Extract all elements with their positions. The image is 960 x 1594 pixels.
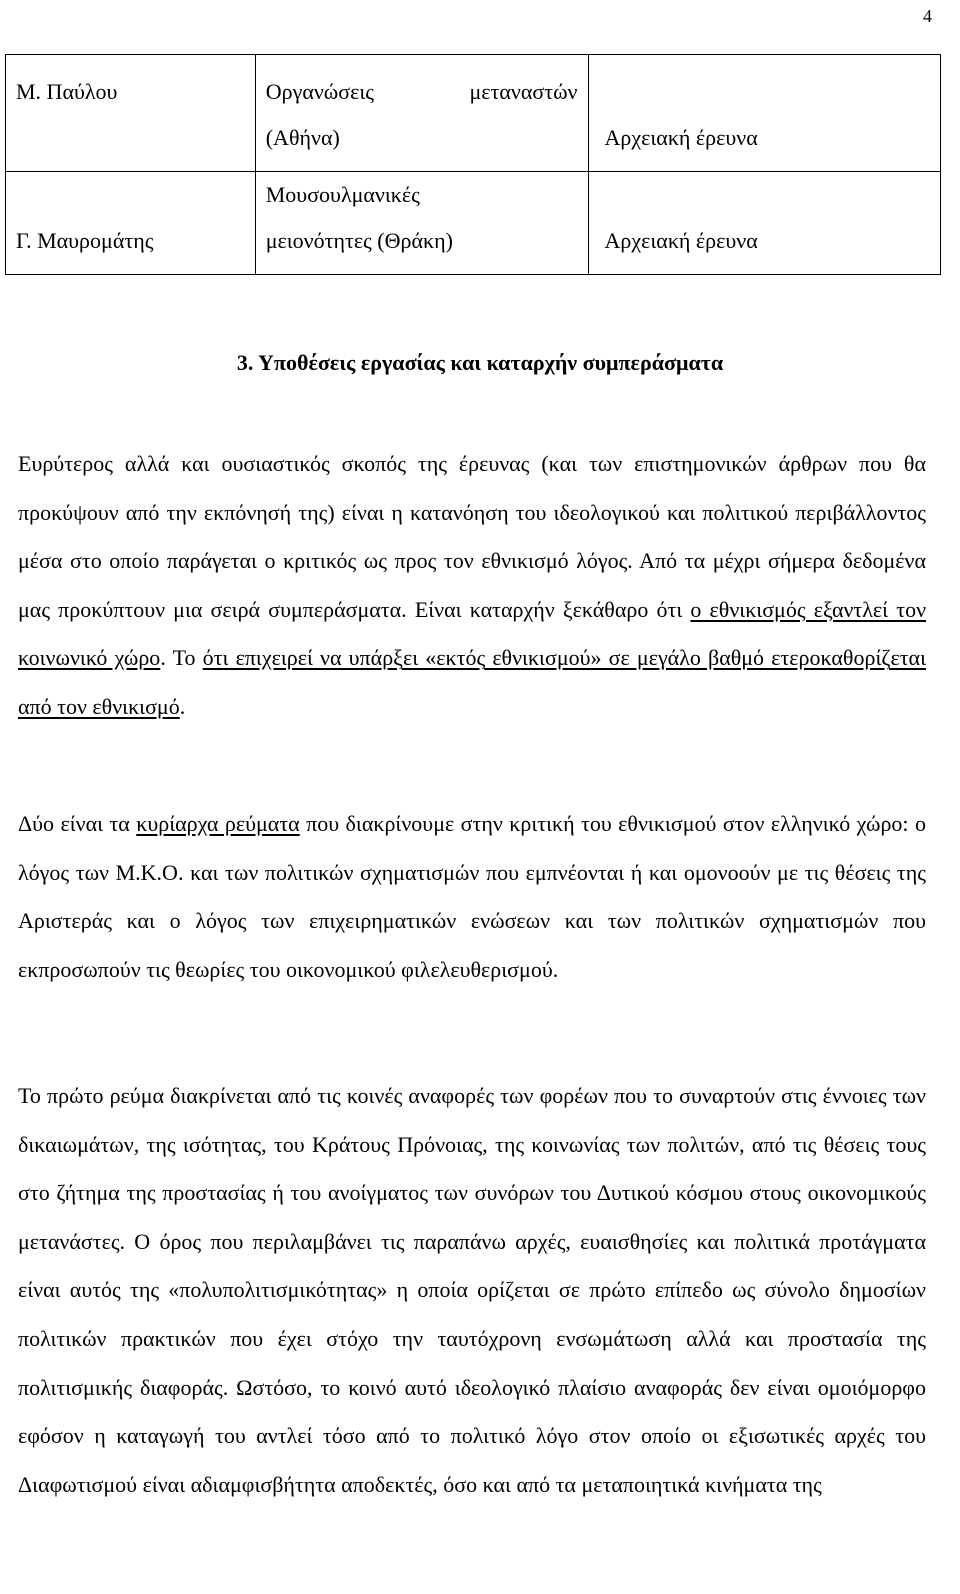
paragraph-currents bbox=[18, 800, 926, 994]
table-cell-method bbox=[588, 172, 940, 275]
table-cell-topic bbox=[255, 172, 588, 275]
table-cell-topic bbox=[255, 55, 588, 172]
underlined-text: ότι επιχειρεί να υπάρξει «εκτός εθνικισμού» σε μεγάλο βαθμό ετεροκαθορίζεται από τον εθνικισμό bbox=[18, 645, 926, 719]
research-table bbox=[5, 54, 941, 275]
method-label: Αρχειακή έρευνα bbox=[604, 228, 758, 253]
topic-line bbox=[266, 69, 578, 115]
paragraph-first-current: Το πρώτο ρεύμα διακρίνεται από τις κοινές αναφορές των φορέων που το συναρτούν στις έννοιες των δικαιωμάτων, της ισότητας, του Κράτους Πρόνοιας, της κοινωνίας των πολιτών, από τις θέσεις τους στο ζήτημα της προστασίας ή του ανοίγματος των συνόρων του Δυτικού κόσμου στους οικονομικούς μετανάστες. Ο όρος που περιλαμβάνει τις παραπάνω αρχές, ευαισθησίες και πολιτικά προτάγματα είναι αυτός της «πολυπολιτισμικότητας» η οποία ορίζεται σε πρώτο επίπεδο ως σύνολο δημοσίων πολιτικών πρακτικών που έχει στόχο την ταυτόχρονη ενσωμάτωση αλλά και προστασία της πολιτισμικής διαφοράς. Ωστόσο, το κοινό αυτό ιδεολογικό πλαίσιο αναφοράς δεν είναι ομοιόμορφο εφόσον η καταγωγή του αντλεί τόσο από το πολιτικό λόγο στον οποίο οι εξισωτικές αρχές του Διαφωτισμού είναι αδιαμφισβήτητα αποδεκτές, όσο και από τα μεταποιητικά κινήματα της bbox=[18, 1083, 926, 1497]
paragraph-text: Δύο είναι τα bbox=[18, 811, 137, 836]
table-cell-person bbox=[6, 172, 256, 275]
table-cell-method bbox=[588, 55, 940, 172]
topic-word: Οργανώσεις bbox=[265, 79, 375, 104]
paragraph-text: Ευρύτερος αλλά και ουσιαστικός σκοπός της έρευνας (και των επιστημονικών άρθρων που θα προκύψουν από την εκπόνησή της) είναι η κατανόηση του ιδεολογικού και πολιτικού περιβάλλοντος μέσα στο οποίο παράγεται ο κριτικός ως προς τον εθνικισμό λόγος. Από τα μέχρι σήμερα δεδομένα μας προκύπτουν μια σειρά συμπεράσματα. Είναι καταρχήν ξεκάθαρο ότι bbox=[18, 451, 926, 622]
underlined-text: κυρίαρχα ρεύματα bbox=[136, 811, 300, 836]
topic-line: (Αθήνα) bbox=[265, 125, 340, 150]
topic-line: Μουσουλμανικές bbox=[265, 182, 420, 207]
person-name: Γ. Μαυρομάτης bbox=[16, 228, 154, 253]
underlined-text: ο εθνικισμός εξαντλεί τον κοινωνικό χώρο bbox=[18, 596, 927, 671]
paragraph-text: . bbox=[179, 693, 186, 719]
person-name: Μ. Παύλου bbox=[16, 79, 118, 104]
page-number: 4 bbox=[923, 6, 932, 26]
section-heading: 3. Υποθέσεις εργασίας και καταρχήν συμπεράσματα bbox=[236, 350, 724, 375]
paragraph-text: . Το bbox=[160, 645, 203, 671]
topic-line: μειονότητες (Θράκη) bbox=[265, 228, 453, 253]
table-cell-person bbox=[6, 55, 256, 172]
paragraph-text: που διακρίνουμε στην κριτική του εθνικισμού στον ελληνικό χώρο: ο λόγος των Μ.Κ.Ο. και των πολιτικών σχηματισμών που εμπνέονται ή και ομονοούν με τις θέσεις της Αριστεράς και ο λόγος των επιχειρηματικών ενώσεων και των πολιτικών σχηματισμών που εκπροσωπούν τις θεωρίες του οικονομικού φιλελευθερισμού. bbox=[18, 811, 926, 982]
method-label: Αρχειακή έρευνα bbox=[604, 125, 758, 150]
table-row bbox=[6, 172, 941, 275]
topic-word: μεταναστών bbox=[469, 79, 578, 104]
paragraph-intro bbox=[18, 440, 926, 732]
table-row bbox=[6, 55, 941, 172]
